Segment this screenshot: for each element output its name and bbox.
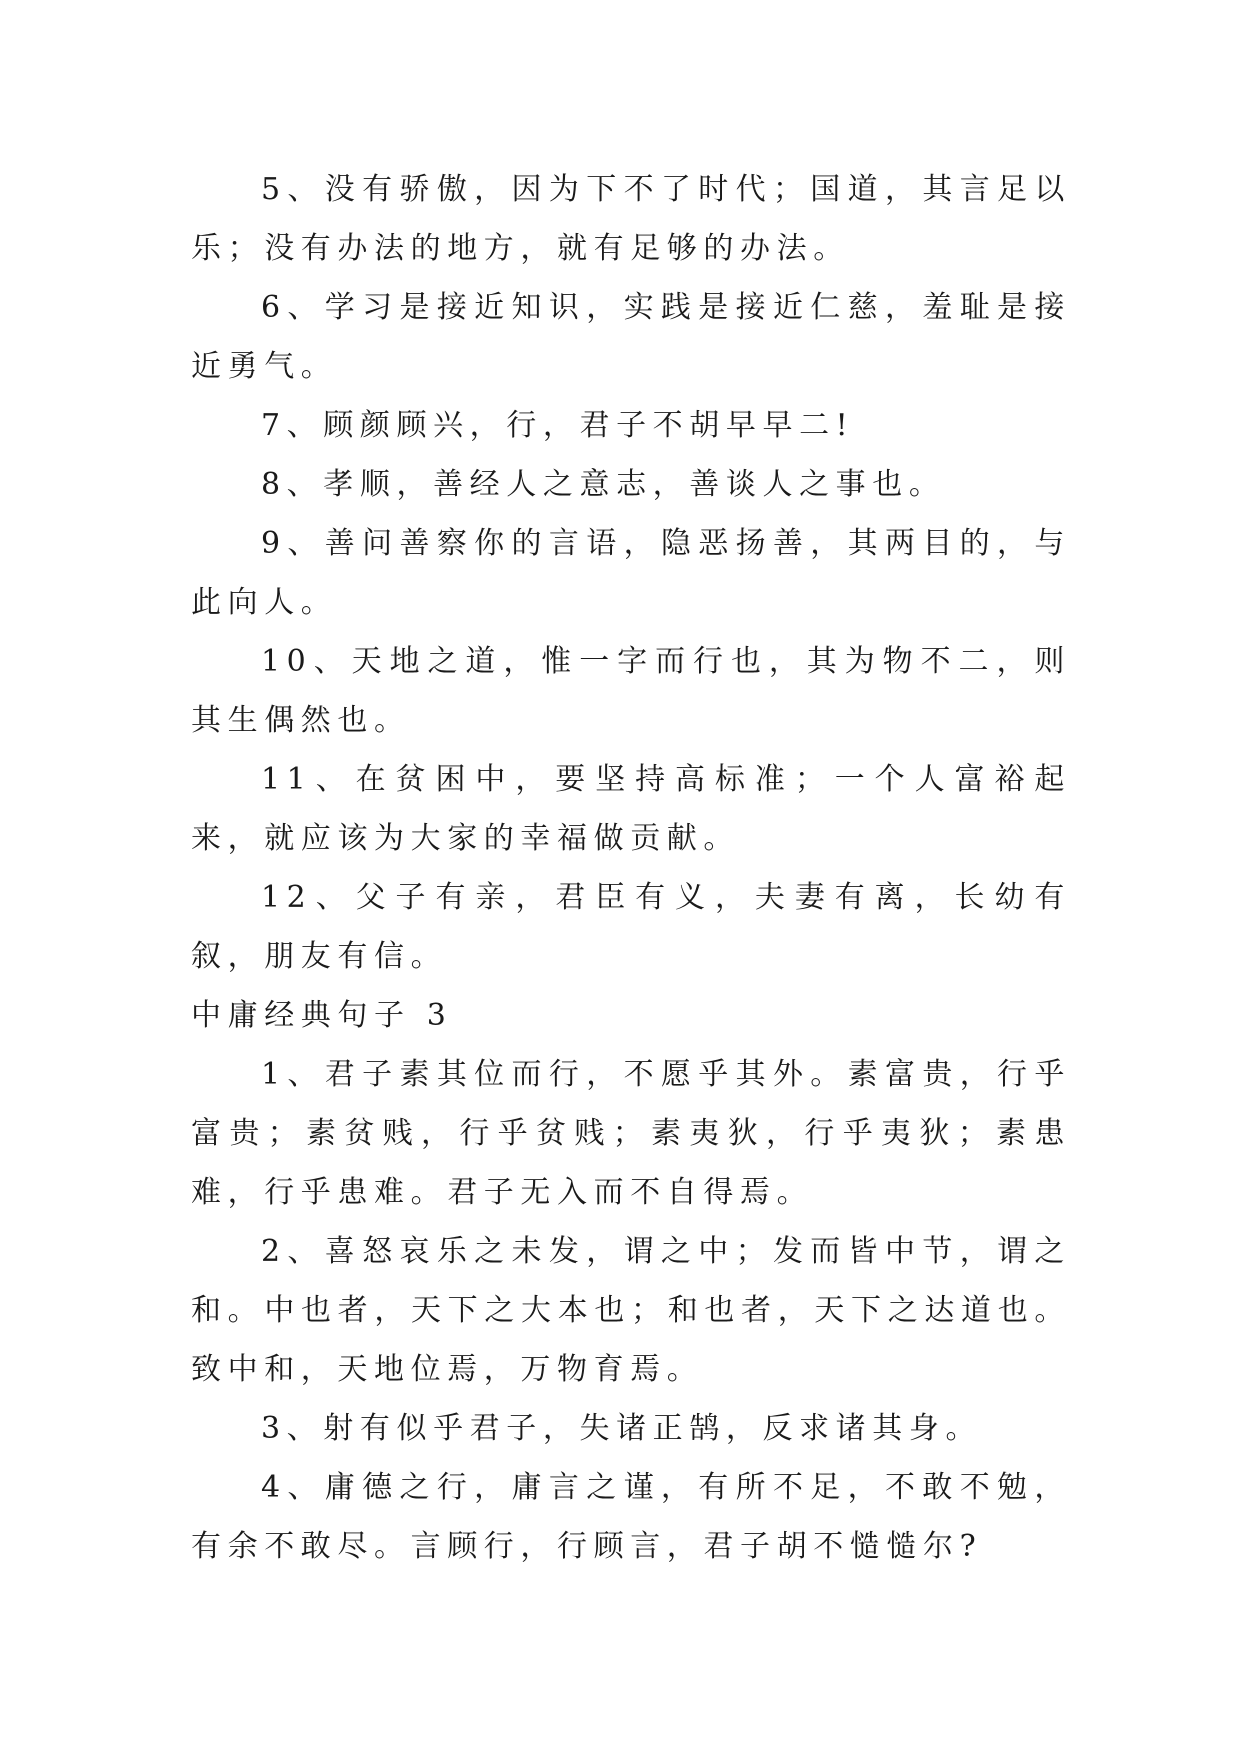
section-heading: 中庸经典句子 3 [191, 998, 453, 1033]
paragraph-item-s3-1: 1、君子素其位而行，不愿乎其外。素富贵，行乎富贵；素贫贱，行乎贫贱；素夷狄，行乎夷狄；素患难，行乎患难。君子无入而不自得焉。 [191, 1057, 1071, 1210]
paragraph-item-7: 7、顾颜顾兴，行，君子不胡早早二! [261, 408, 855, 443]
paragraph-item-9: 9、善问善察你的言语，隐恶扬善，其两目的，与此向人。 [191, 526, 1071, 620]
paragraph-item-s3-3: 3、射有似乎君子，失诸正鹄，反求诸其身。 [261, 1411, 983, 1446]
paragraph-item-s3-2: 2、喜怒哀乐之未发，谓之中；发而皆中节，谓之和。中也者，天下之大本也；和也者，天下之达道也。致中和，天地位焉，万物育焉。 [191, 1234, 1071, 1387]
paragraph-item-s3-4: 4、庸德之行，庸言之谨，有所不足，不敢不勉，有余不敢尽。言顾行，行顾言，君子胡不慥慥尔? [191, 1470, 1071, 1564]
paragraph-item-5: 5、没有骄傲，因为下不了时代；国道，其言足以乐；没有办法的地方，就有足够的办法。 [191, 172, 1071, 266]
paragraph-item-12: 12、父子有亲，君臣有义，夫妻有离，长幼有叙，朋友有信。 [191, 880, 1071, 974]
paragraph-item-10: 10、天地之道，惟一字而行也，其为物不二，则其生偶然也。 [191, 644, 1071, 738]
paragraph-item-6: 6、学习是接近知识，实践是接近仁慈，羞耻是接近勇气。 [191, 290, 1071, 384]
paragraph-item-8: 8、孝顺，善经人之意志，善谈人之事也。 [261, 467, 946, 502]
document-body [191, 160, 1071, 1576]
paragraph-item-11: 11、在贫困中，要坚持高标准；一个人富裕起来，就应该为大家的幸福做贡献。 [191, 762, 1071, 856]
